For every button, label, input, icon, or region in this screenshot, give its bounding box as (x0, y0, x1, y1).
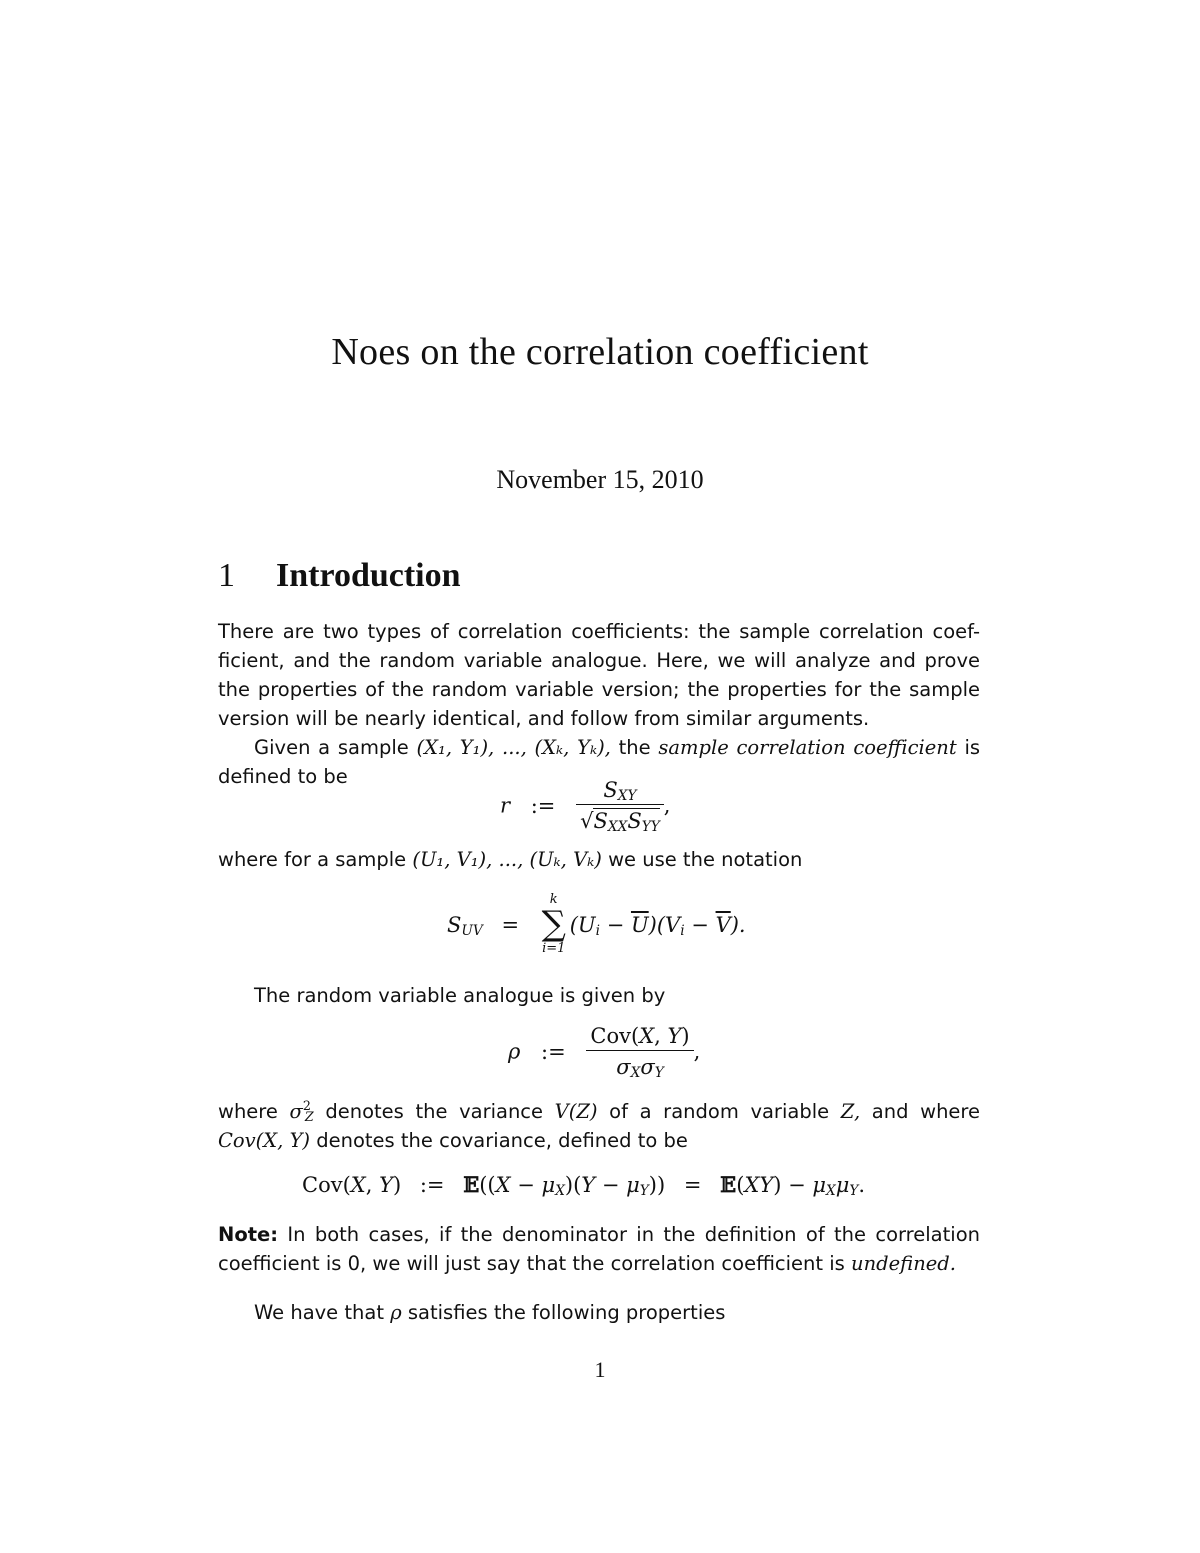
section-title: Introduction (276, 557, 461, 594)
eq-r-op: := (530, 793, 556, 818)
section-number: 1 (218, 557, 235, 594)
note-paragraph (218, 1220, 980, 1278)
text-span: denotes the variance (325, 1100, 544, 1123)
document-date: November 15, 2010 (496, 465, 704, 494)
sample-expression: (X₁, Y₁), ..., (Xₖ, Yₖ), (416, 736, 611, 759)
eq-suv-op: = (501, 913, 520, 937)
document-title: Noes on the correlation coefficient (331, 331, 869, 373)
text-span: we use the notation (608, 848, 803, 871)
eq-cov-op2: = (683, 1173, 702, 1197)
eq-cov-mid: 𝔼((X − $\mu_X)(Y - \mu_Y)$) (463, 1172, 666, 1199)
section-heading (218, 557, 461, 595)
notation-line (218, 845, 980, 874)
analogue-paragraph (218, 981, 980, 1010)
intro-line-3: the properties of the random variable version; the properties for the sample (218, 678, 980, 701)
note-line-2 (218, 1249, 980, 1278)
text-span: denotes the covariance, defined to be (316, 1129, 688, 1152)
text-span: satisfies the following properties (407, 1301, 726, 1324)
text-span: is (964, 736, 981, 759)
eq-rho-numerator: Cov(X, Y) (590, 1024, 690, 1048)
variance-line-2 (218, 1126, 980, 1155)
equation-suv (447, 893, 746, 957)
variance-line-1 (218, 1097, 980, 1126)
eq-suv-body: $(U_i - \overline{U})(V_i - \overline{V})$. (569, 913, 746, 939)
eq-cov-lhs: Cov(X, Y) (302, 1173, 402, 1197)
eq-r-fraction (576, 778, 664, 833)
variance-expr: V(Z) (554, 1100, 598, 1123)
notation-sample-expression: (U₁, V₁), ..., (Uₖ, Vₖ) (412, 848, 602, 871)
text-span: and where (871, 1100, 981, 1123)
eq-rho-lhs: ρ (508, 1039, 521, 1064)
note-line-1 (218, 1220, 980, 1249)
equation-cov (302, 1172, 865, 1197)
text-span: coefficient is 0, we will just say that the correlation coefficient is (218, 1252, 845, 1275)
notation-paragraph (218, 845, 980, 874)
note-label: Note: (218, 1223, 279, 1246)
sample-line-2: defined to be (218, 765, 348, 788)
text-span: where for a sample (218, 848, 407, 871)
analogue-line: The random variable analogue is given by (254, 984, 666, 1007)
eq-cov-rhs: 𝔼(XY) − $\mu_X\mu_Y$. (720, 1172, 866, 1199)
sum-lower-limit: i=1 (542, 941, 566, 956)
defined-term: sample correlation coefficient (658, 736, 957, 759)
equation-r: r := $\frac{S_{XY}}{√S_{XX}S_{YY}}$ , (500, 778, 671, 835)
sigma-z-squared: $\sigma^2_Z$ (289, 1098, 314, 1124)
intro-line-1: There are two types of correlation coefficients: the sample correlation coef- (218, 620, 980, 643)
properties-paragraph (218, 1298, 980, 1327)
sample-line-1 (218, 733, 980, 762)
text-span: the (618, 736, 651, 759)
eq-r-numerator: $S_{XY}$ (603, 778, 637, 804)
intro-line-2: ficient, and the random variable analogue. Here, we will analyze and prove (218, 649, 980, 672)
text-span: Given a sample (254, 736, 409, 759)
rho-symbol: ρ (390, 1301, 402, 1324)
eq-rho-fraction (586, 1024, 693, 1079)
undefined-term: undefined. (851, 1252, 956, 1275)
equation-rho: ρ := $\frac{\text{Cov(X, Y)}}{\sigma_X\sigma_Y}$ , (508, 1024, 701, 1081)
eq-suv-lhs: $S_{UV}$ (447, 913, 483, 939)
sum-upper-limit: k (549, 892, 558, 907)
text-span: We have that (254, 1301, 384, 1324)
eq-cov-op1: := (419, 1173, 445, 1197)
text-span: where (218, 1100, 278, 1123)
intro-paragraph (218, 617, 980, 733)
eq-rho-denominator: $\sigma_X\sigma_Y$ (586, 1050, 693, 1079)
variance-paragraph (218, 1097, 980, 1155)
intro-line-4: version will be nearly identical, and follow from similar arguments. (218, 707, 870, 730)
page-number: 1 (594, 1357, 606, 1382)
eq-rho-op: := (541, 1039, 566, 1064)
sigma-icon: ∑ (541, 904, 566, 944)
text-span: of a random variable (609, 1100, 830, 1123)
eq-r-lhs: r (500, 793, 511, 818)
variable-z: Z, (840, 1100, 861, 1123)
summation-sign (538, 893, 570, 957)
properties-line (218, 1298, 980, 1327)
eq-r-denominator: $√S_{XX}S_{YY}$ (576, 804, 664, 833)
text-span: In both cases, if the denominator in the definition of the correlation (287, 1223, 980, 1246)
cov-expr: Cov(X, Y) (218, 1129, 311, 1152)
